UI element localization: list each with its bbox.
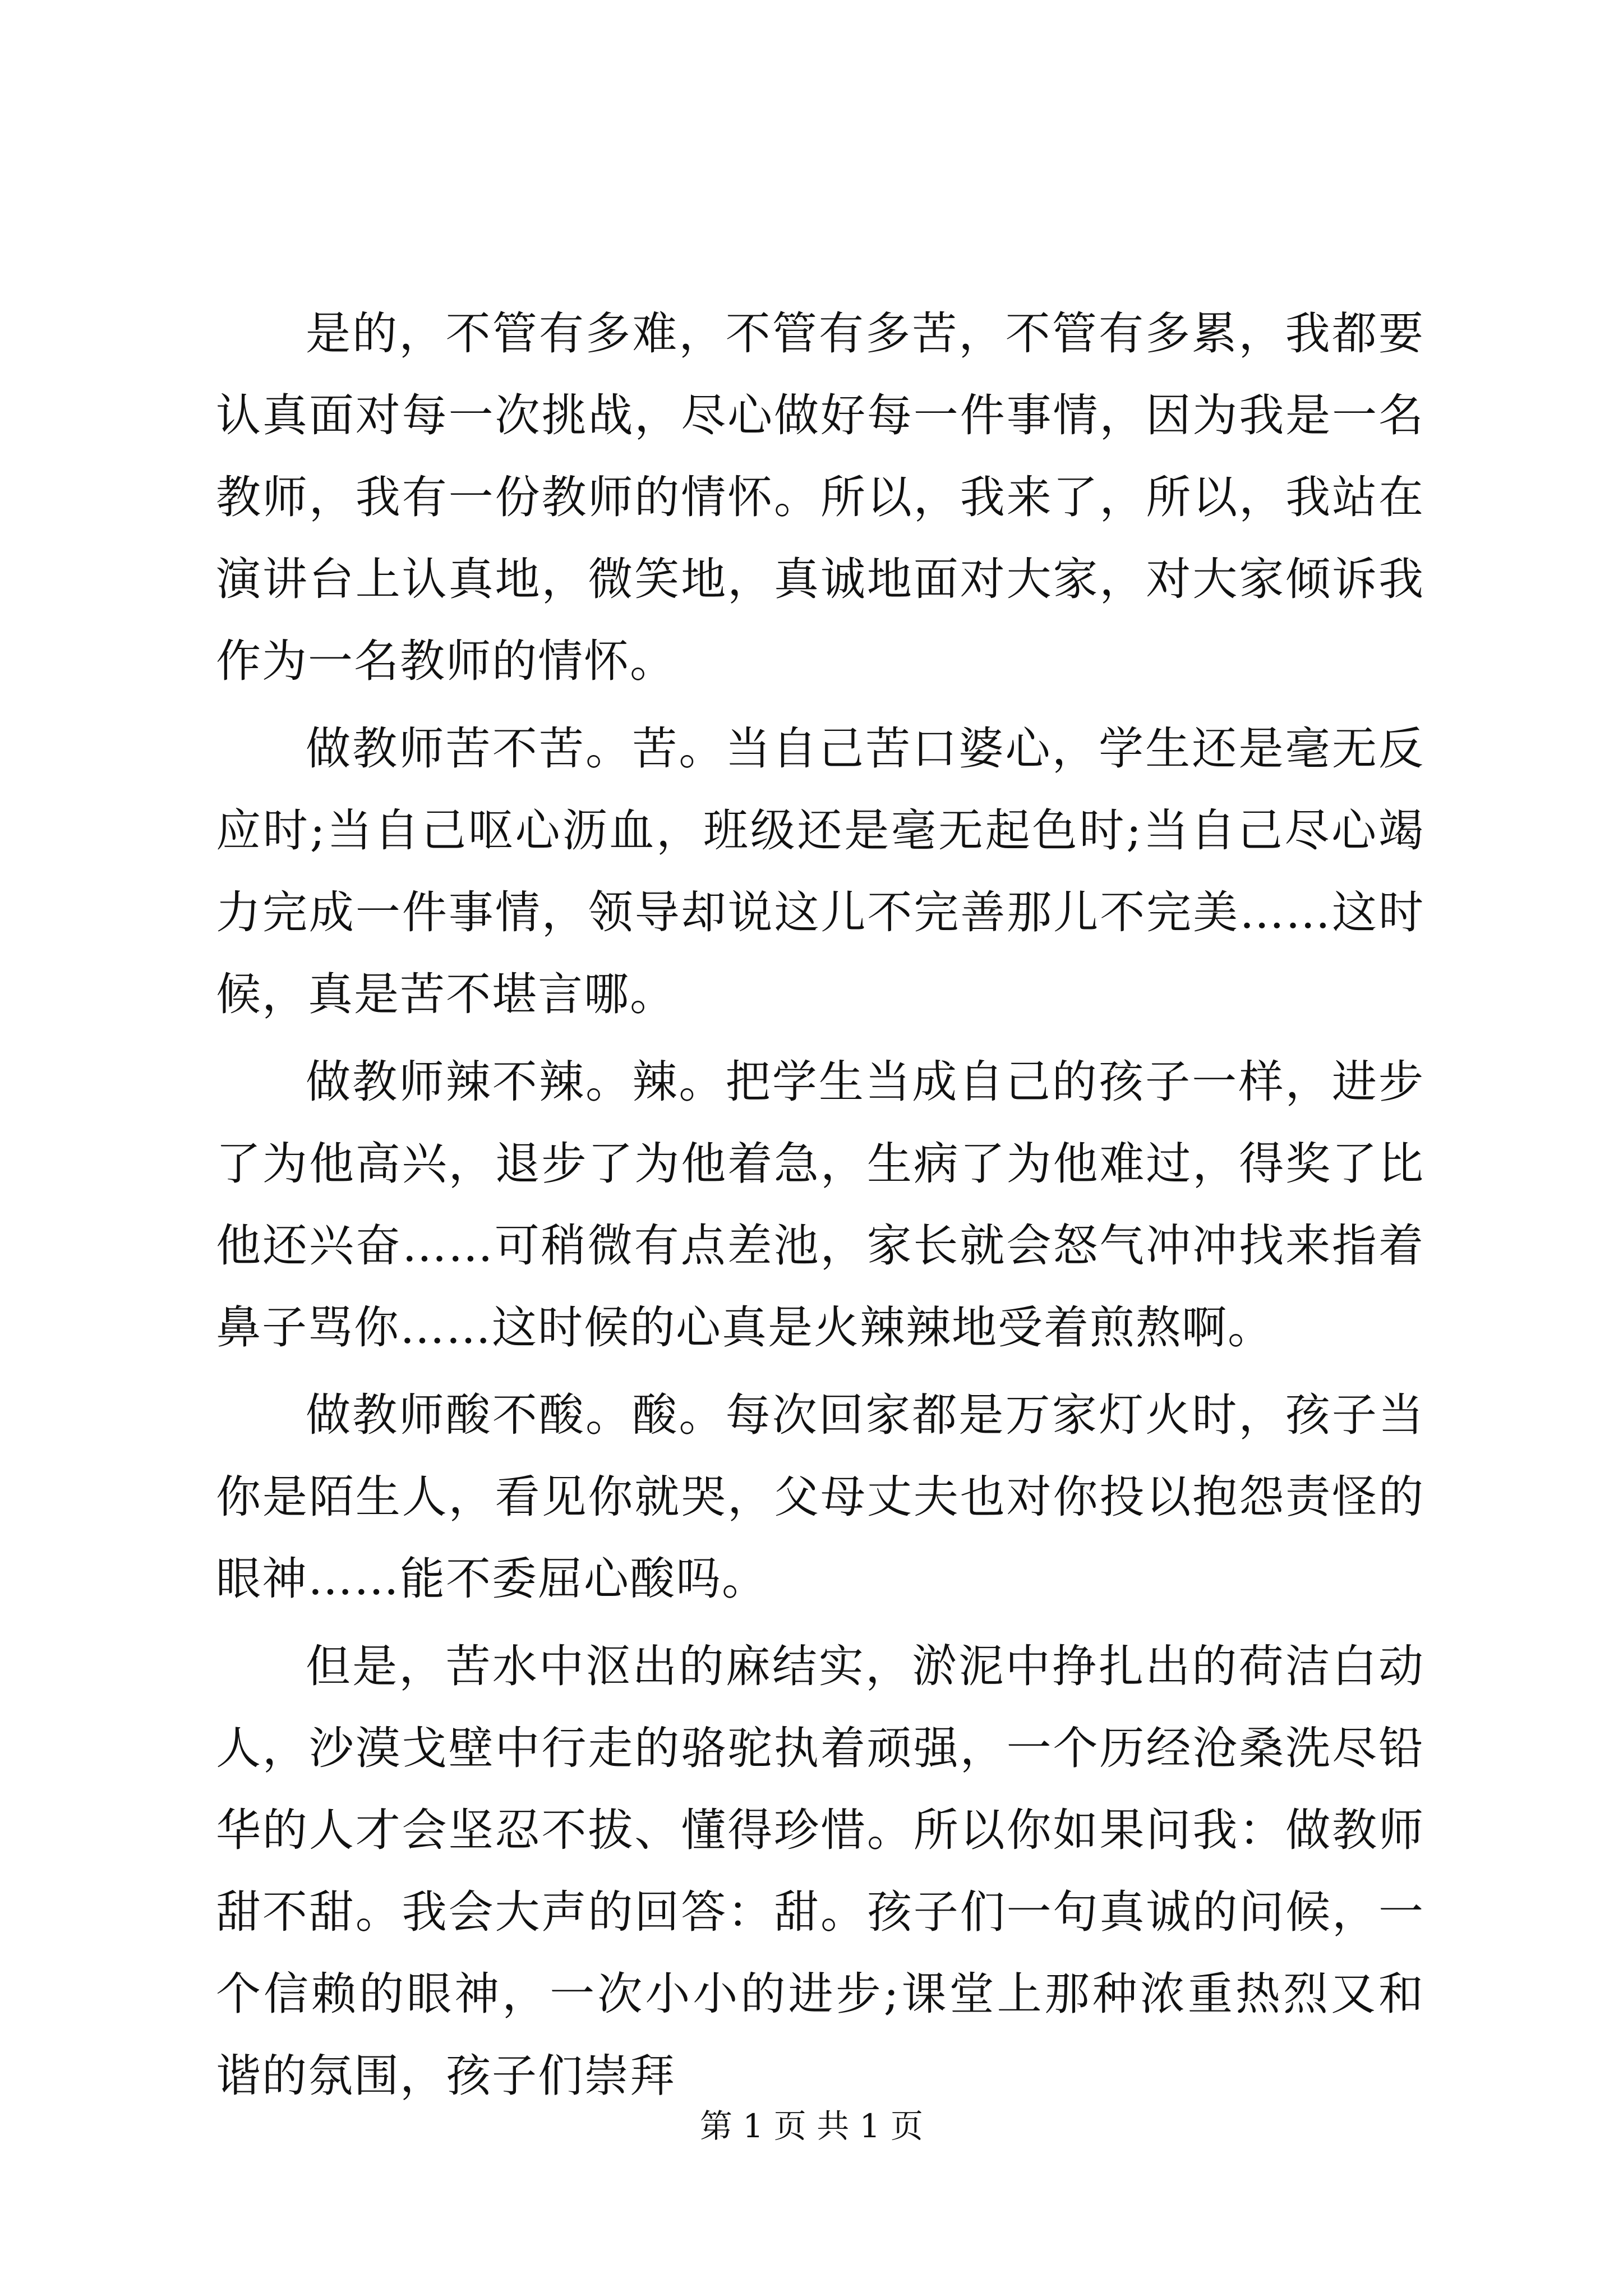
paragraph-2: 做教师苦不苦。苦。当自己苦口婆心，学生还是毫无反应时;当自己呕心沥血，班级还是毫无起色时;当自己尽心竭力完成一件事情，领导却说这儿不完善那儿不完美……这时候，真是苦不堪言哪。: [216, 723, 1424, 1020]
paragraph-4: 做教师酸不酸。酸。每次回家都是万家灯火时，孩子当你是陌生人，看见你就哭，父母丈夫也对你投以抱怨责怪的眼神……能不委屈心酸吗。: [216, 1389, 1424, 1605]
paragraph-3: 做教师辣不辣。辣。把学生当成自己的孩子一样，进步了为他高兴，退步了为他着急，生病了为他难过，得奖了比他还兴奋……可稍微有点差池，家长就会怒气冲冲找来指着鼻子骂你……这时候的心真是火辣辣地受着煎熬啊。: [216, 1056, 1424, 1354]
document-body: [216, 293, 1424, 2123]
paragraph-1: 是的，不管有多难，不管有多苦，不管有多累，我都要认真面对每一次挑战，尽心做好每一件事情，因为我是一名教师，我有一份教师的情怀。所以，我来了，所以，我站在演讲台上认真地，微笑地，真诚地面对大家，对大家倾诉我作为一名教师的情怀。: [216, 307, 1424, 687]
paragraph-5: 但是，苦水中沤出的麻结实，淤泥中挣扎出的荷洁白动人，沙漠戈壁中行走的骆驼执着顽强，一个历经沧桑洗尽铅华的人才会坚忍不拔、懂得珍惜。所以你如果问我：做教师甜不甜。我会大声的回答：甜。孩子们一句真诚的问候，一个信赖的眼神，一次小小的进步;课堂上那种浓重热烈又和谐的氛围，孩子们崇拜: [216, 1640, 1424, 2102]
page-footer: 第 1 页 共 1 页: [700, 2107, 923, 2145]
